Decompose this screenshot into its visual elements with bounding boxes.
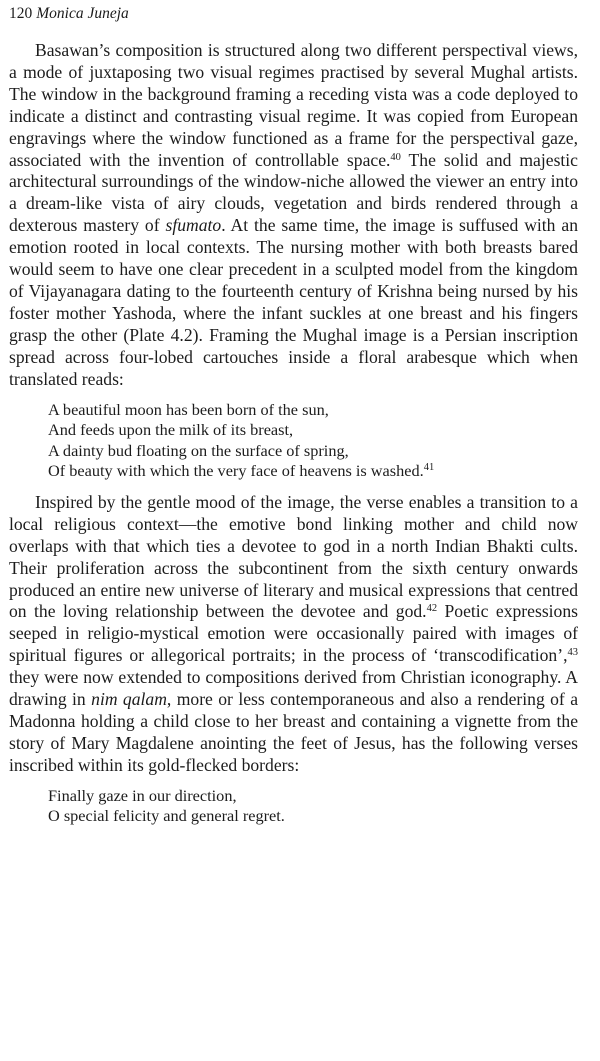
paragraph-2-text-d: , more or less contemporaneous and also a rendering of a Madonna holding a child close to her breast and containing a vignette from the story of Mary Magdalene anointing the feet of Jesus, has the following verses inscribed within its gold-flecked borders: — [9, 689, 578, 775]
verse-2-line-1: Finally gaze in our direction, — [48, 785, 237, 805]
term-nim-qalam: nim qalam — [91, 689, 167, 710]
paragraph-1-text-c: . At the same time, the image is suffused with an emotion rooted in local contexts. The nursing mother with both breasts bared would seem to have one clear precedent in a sculpted model from the kingdom of Vijayanagara dating to the fourteenth century of Krishna being nursed by his foster mother Yashoda, where the infant suckles at one breast and his fingers grasp the other (Plate 4.2). Framing the Mughal image is a Persian inscription spread across four-lobed cartouches inside a floral arabesque which when translated reads: — [9, 215, 578, 389]
footnote-ref-41: 41 — [423, 462, 435, 474]
paragraph-1-text-a: Basawan’s composition is structured along two different perspectival views, a mode of juxtaposing two visual regimes practised by several Mughal artists. The window in the background framing a receding vista was a code deployed to indicate a distinct and contrasting visual regime. It was copied from European engravings where the window functioned as a frame for the perspectival gaze, associated with the invention of controllable space. — [9, 40, 578, 170]
paragraph-2-text-b: Poetic expressions seeped in religio-mystical emotion were occasionally paired with images of spiritual figures or allegorical portraits; in the process of ‘transcodification’, — [9, 601, 578, 666]
verse-quote-1 — [48, 400, 578, 482]
verse-1-line-4-text: Of beauty with which the very face of heavens is washed. — [48, 461, 424, 481]
page-number: 120 — [9, 5, 33, 22]
footnote-ref-43: 43 — [567, 647, 578, 659]
verse-2-line-2: O special felicity and general regret. — [48, 806, 285, 826]
verse-1-line-1: A beautiful moon has been born of the sun, — [48, 399, 329, 419]
paragraph-1 — [9, 40, 578, 391]
footnote-ref-42: 42 — [426, 603, 438, 615]
paragraph-2-text-c: they were now extended to compositions derived from Christian iconography. A drawing in — [9, 667, 578, 710]
verse-1-line-4 — [48, 461, 578, 482]
term-sfumato: sfumato — [165, 215, 222, 236]
paragraph-1-text-b: The solid and majestic architectural surroundings of the window-niche allowed the viewer an entry into a dream-like vista of airy clouds, vegetation and birds rendered through a dexterous mastery of — [9, 149, 578, 236]
paragraph-2 — [9, 492, 578, 777]
verse-1-line-3: A dainty bud floating on the surface of spring, — [48, 440, 349, 460]
running-header — [9, 4, 578, 24]
verse-quote-2 — [48, 786, 578, 827]
paragraph-2-text-a: Inspired by the gentle mood of the image, the verse enables a transition to a local religious context—the emotive bond linking mother and child now overlaps with that which ties a devotee to god in a north Indian Bhakti cults. Their proliferation across the subcontinent from the sixth century onwards produced an entire new universe of literary and musical expressions that centred on the loving relationship between the devotee and god. — [9, 491, 578, 622]
verse-1-line-2: And feeds upon the milk of its breast, — [48, 420, 294, 440]
running-author: Monica Juneja — [36, 5, 129, 22]
footnote-ref-40: 40 — [390, 151, 401, 163]
